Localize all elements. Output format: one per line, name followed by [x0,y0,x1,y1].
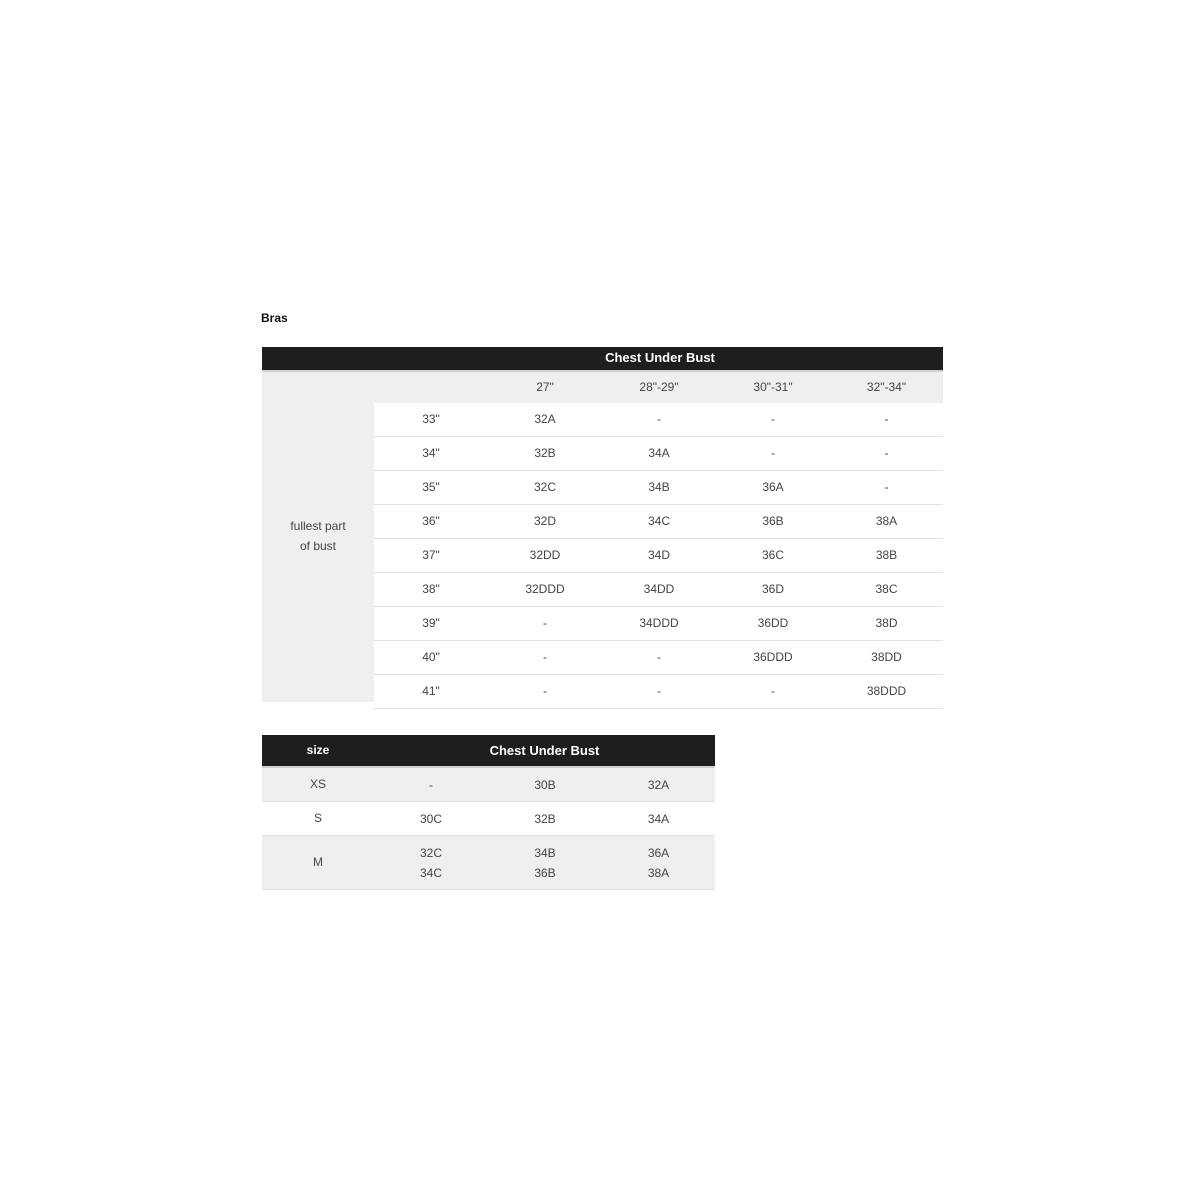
table-row [374,437,943,471]
table-row [374,539,943,573]
bra-size-value: 36A [647,845,670,860]
bust-measure-cell: 34" [422,446,440,460]
table-row [374,573,943,607]
bra-size-cell: 32B [534,446,556,460]
bra-size-cell: - [543,616,547,630]
column-headers [374,372,943,403]
bra-size-value: 34A [647,811,670,826]
bra-size-cell: 34A [648,446,670,460]
table-header [262,735,715,768]
bra-size-cell: 36C [761,548,784,562]
bra-size-cell: 36DD [757,616,789,630]
column-header: 27" [536,380,554,394]
bra-size-cell: - [771,446,775,460]
bust-measure-cell: 33" [422,412,440,426]
bra-size-cell [374,836,488,889]
bra-size-cell: 32DD [529,548,561,562]
bra-size-cell [374,802,488,835]
bra-size-table [262,347,943,702]
table-row [374,641,943,675]
table-row [374,471,943,505]
bra-size-cell: 34DD [643,582,675,596]
bra-size-cell: - [657,412,661,426]
bra-size-cell: 36B [762,514,784,528]
bra-size-cell: - [884,412,889,426]
bra-size-cell [602,802,715,835]
fullest-part-of-bust-label: fullest part of bust [290,519,346,553]
table-row [374,403,943,437]
size-header: size [306,743,330,757]
bra-size-cell: - [884,446,889,460]
bust-measure-cell: 40" [422,650,440,664]
bra-size-cell: 34B [648,480,670,494]
bra-size-value: 32B [534,811,556,826]
bra-size-cell: 34C [647,514,670,528]
table-row [262,768,715,802]
bra-size-value: 30C [419,811,442,826]
bra-size-cell: 34D [647,548,670,562]
table-header [262,347,943,372]
size-cell: XS [309,777,326,791]
bra-size-cell: 34DDD [639,616,679,630]
chest-under-bust-header: Chest Under Bust [605,350,715,365]
bra-size-cell: - [543,684,547,698]
bra-size-cell [488,768,602,801]
bra-size-cell: 36DDD [753,650,793,664]
bra-size-cell [602,836,715,889]
bra-size-cell: - [771,412,775,426]
bra-size-cell: - [771,684,775,698]
bust-measure-cell: 37" [422,548,440,562]
bra-size-cell: - [657,650,661,664]
page-title: Bras [261,311,288,325]
table-row [374,675,943,709]
bra-size-cell: 32C [533,480,556,494]
table-rows [374,403,943,709]
bra-size-cell: 36A [762,480,784,494]
bra-size-cell [374,768,488,801]
table-row [262,836,715,890]
letter-size-table [262,735,715,890]
bust-measure-cell: 39" [422,616,440,630]
bra-size-cell: 32A [534,412,556,426]
bra-size-value: 34B [534,845,556,860]
bra-size-cell [488,802,602,835]
bra-size-cell: 38D [875,616,898,630]
size-cell: M [313,855,323,869]
bra-size-cell: 38C [875,582,898,596]
bra-size-cell: 38DD [871,650,902,664]
bra-size-value: 30B [534,777,556,792]
bra-size-cell: 38A [875,514,898,528]
size-cell: S [313,811,322,825]
column-header: 28"-29" [639,380,679,394]
table-row [262,802,715,836]
bra-size-cell: 36D [761,582,784,596]
bra-size-cell: 32D [533,514,556,528]
bra-size-cell: - [657,684,661,698]
table-row [374,505,943,539]
table-rows [262,768,715,890]
side-column [262,372,374,702]
bust-measure-cell: 41" [422,684,440,698]
bra-size-value: 34C [419,865,442,880]
bust-measure-cell: 38" [422,582,440,596]
bra-size-cell: 38DDD [866,684,907,698]
bust-measure-cell: 36" [422,514,440,528]
bra-size-value: 32C [419,845,442,860]
bra-size-cell [488,836,602,889]
bra-size-value: 38A [647,865,670,880]
chest-under-bust-header: Chest Under Bust [489,743,600,758]
bra-size-value: 36B [534,865,556,880]
bra-size-cell [602,768,715,801]
column-header: 30"-31" [753,380,793,394]
bra-size-cell: 32DDD [525,582,565,596]
bust-measure-cell: 35" [422,480,440,494]
column-header: 32"-34" [866,380,907,394]
bra-size-value: - [429,777,433,792]
table-row [374,607,943,641]
bra-size-cell: 38B [875,548,898,562]
bra-size-cell: - [884,480,889,494]
table-body [262,372,943,702]
bra-size-value: 32A [647,777,670,792]
bra-size-cell: - [543,650,547,664]
